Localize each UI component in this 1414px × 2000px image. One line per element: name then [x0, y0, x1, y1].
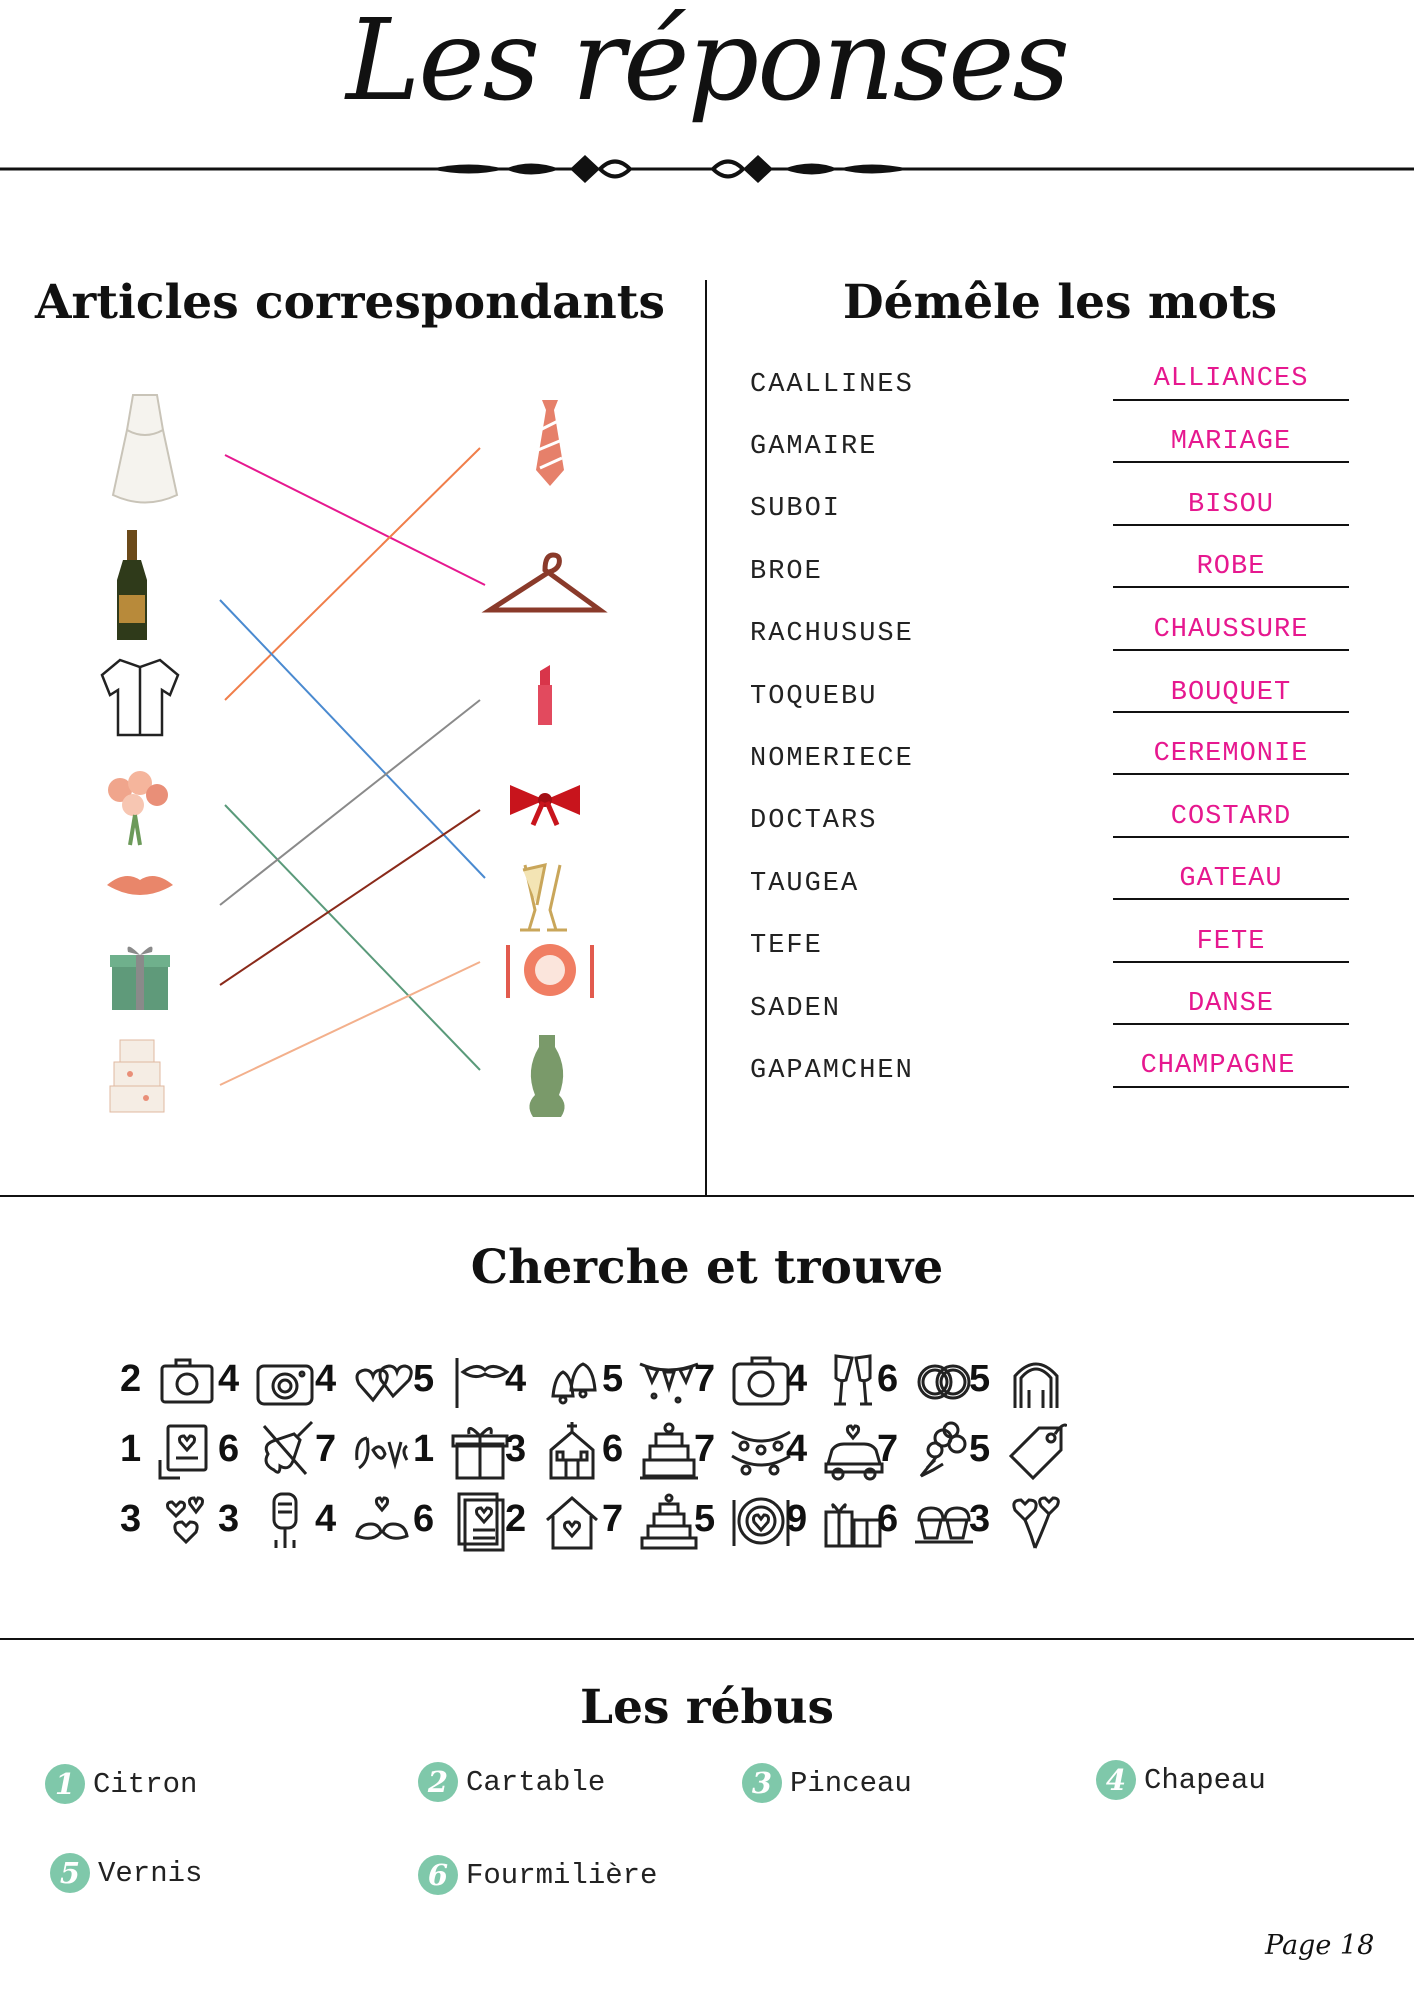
gift-boxes-icon	[822, 1490, 884, 1552]
search-item	[218, 1420, 328, 1482]
tie-icon	[536, 400, 564, 486]
search-count: 6	[218, 1428, 240, 1470]
gift-box-icon	[110, 947, 170, 1010]
rebus-heading: Les rébus	[580, 1680, 834, 1735]
answer-line	[1113, 586, 1349, 588]
scrambled-word: GAPAMCHEN	[750, 1056, 914, 1086]
search-count: 1	[413, 1428, 435, 1470]
invitation-icon	[449, 1490, 511, 1552]
search-item	[218, 1350, 328, 1412]
answer-word: ROBE	[1196, 552, 1266, 582]
answer-line	[1113, 961, 1349, 963]
wedding-cake-icon	[638, 1420, 700, 1482]
answer-line	[1113, 773, 1349, 775]
answer-word: CHAUSSURE	[1153, 615, 1309, 645]
string-lights-icon	[730, 1420, 792, 1482]
scrambled-word: NOMERIECE	[750, 744, 914, 774]
love-birds-icon	[351, 1490, 413, 1552]
rebus-number-badge: 3	[742, 1763, 782, 1803]
search-item	[969, 1350, 1079, 1412]
wedding-car-icon	[822, 1420, 884, 1482]
rebus-number-badge: 4	[1096, 1760, 1136, 1800]
search-item	[120, 1490, 230, 1552]
answer-line	[1113, 461, 1349, 463]
answer-line	[1113, 898, 1349, 900]
search-item	[505, 1350, 615, 1412]
matching-area	[60, 370, 700, 1130]
answer-word: COSTARD	[1170, 802, 1292, 832]
search-count: 3	[218, 1498, 240, 1540]
answer-word: CHAMPAGNE	[1140, 1051, 1296, 1081]
matching-heading: Articles correspondants	[35, 275, 665, 330]
search-count: 4	[218, 1358, 240, 1400]
answer-word: CEREMONIE	[1153, 739, 1309, 769]
answer-line	[1113, 649, 1349, 651]
rebus-answer: Cartable	[466, 1765, 606, 1799]
search-count: 1	[120, 1428, 142, 1470]
search-count: 9	[786, 1498, 808, 1540]
match-line	[225, 448, 480, 700]
scrambled-word: DOCTARS	[750, 806, 878, 836]
rebus-item	[45, 1764, 197, 1804]
scrambled-word: TAUGEA	[750, 869, 860, 899]
rebus-answer: Citron	[93, 1767, 198, 1801]
rebus-item	[418, 1855, 657, 1895]
match-line	[220, 962, 480, 1085]
search-count: 2	[505, 1498, 527, 1540]
search-count: 5	[602, 1358, 624, 1400]
heart-balloons-icon	[1005, 1490, 1067, 1552]
rebus-number-badge: 1	[45, 1764, 85, 1804]
arch-icon	[1005, 1350, 1067, 1412]
page-number: Page 18	[1265, 1930, 1375, 1961]
match-line	[220, 600, 485, 878]
champagne-toast-icon	[822, 1350, 884, 1412]
shirt-icon	[102, 660, 178, 735]
search-count: 5	[694, 1498, 716, 1540]
house-heart-icon	[541, 1490, 603, 1552]
answer-line	[1113, 1086, 1349, 1088]
scrambled-word: TOQUEBU	[750, 682, 878, 712]
scrambled-word: RACHUSUSE	[750, 619, 914, 649]
search-count: 6	[602, 1428, 624, 1470]
search-count: 3	[120, 1498, 142, 1540]
search-count: 3	[505, 1428, 527, 1470]
dinner-plate-icon	[730, 1490, 792, 1552]
title-ornament-rule	[0, 150, 1414, 190]
answer-word: MARIAGE	[1170, 427, 1292, 457]
rebus-answer: Chapeau	[1144, 1763, 1266, 1797]
answer-word: BISOU	[1187, 490, 1274, 520]
scrambled-word: GAMAIRE	[750, 432, 878, 462]
rebus-number-badge: 5	[50, 1853, 90, 1893]
cupcakes-icon	[913, 1490, 975, 1552]
tag-icon	[1005, 1420, 1067, 1482]
search-item	[505, 1490, 615, 1552]
lipstick-icon	[538, 665, 552, 725]
scrambled-word: CAALLINES	[750, 370, 914, 400]
search-count: 5	[969, 1358, 991, 1400]
search-count: 7	[877, 1428, 899, 1470]
vase-icon	[529, 1035, 564, 1117]
champagne-bottle-icon	[117, 530, 147, 640]
rebus-item	[418, 1762, 605, 1802]
search-count: 4	[505, 1358, 527, 1400]
rebus-answer: Fourmilière	[466, 1858, 658, 1892]
search-count: 4	[786, 1428, 808, 1470]
unscramble-heading: Démêle les mots	[842, 275, 1278, 330]
rebus-item	[1096, 1760, 1266, 1800]
search-count: 4	[786, 1358, 808, 1400]
section-divider	[0, 1638, 1414, 1640]
cake-icon	[110, 1040, 164, 1112]
answer-word: DANSE	[1187, 989, 1274, 1019]
search-count: 4	[315, 1498, 337, 1540]
red-bow-icon	[510, 785, 580, 825]
answer-word: GATEAU	[1179, 864, 1283, 894]
search-count: 5	[969, 1428, 991, 1470]
match-line	[220, 700, 480, 905]
wedding-dress-icon	[113, 395, 177, 503]
mustache-sign-icon	[449, 1350, 511, 1412]
search-item	[969, 1490, 1079, 1552]
love-sign-icon	[351, 1420, 413, 1482]
microphone-icon	[254, 1490, 316, 1552]
column-divider	[705, 280, 707, 1195]
search-item	[969, 1420, 1079, 1482]
gift-icon	[449, 1420, 511, 1482]
answer-line	[1113, 836, 1349, 838]
search-item	[315, 1490, 425, 1552]
scrambled-word: TEFE	[750, 931, 823, 961]
scrambled-word: SADEN	[750, 994, 842, 1024]
search-heading: Cherche et trouve	[470, 1240, 944, 1295]
search-item	[120, 1420, 230, 1482]
camera-icon	[156, 1350, 218, 1412]
rebus-item	[742, 1763, 912, 1803]
retro-camera-icon	[254, 1350, 316, 1412]
violin-icon	[254, 1420, 316, 1482]
search-grid	[120, 1350, 1320, 1570]
search-item	[120, 1350, 230, 1412]
search-count: 7	[694, 1358, 716, 1400]
search-count: 7	[694, 1428, 716, 1470]
match-line	[225, 455, 485, 585]
answer-word: ALLIANCES	[1153, 364, 1309, 394]
search-count: 4	[315, 1358, 337, 1400]
answer-word: BOUQUET	[1170, 678, 1292, 708]
lips-icon	[107, 876, 173, 895]
match-line	[225, 805, 480, 1070]
tiered-cake-icon	[638, 1490, 700, 1552]
match-line	[220, 810, 480, 985]
rebus-item	[50, 1853, 202, 1893]
search-count: 6	[413, 1498, 435, 1540]
answer-line	[1113, 399, 1349, 401]
bunting-icon	[638, 1350, 700, 1412]
page-title: Les réponses	[345, 0, 1069, 126]
hanger-icon	[490, 555, 600, 610]
church-icon	[541, 1420, 603, 1482]
search-count: 2	[120, 1358, 142, 1400]
search-count: 6	[877, 1498, 899, 1540]
search-item	[315, 1420, 425, 1482]
flower-bouquet-icon	[108, 771, 168, 845]
search-count: 6	[877, 1358, 899, 1400]
rebus-answer: Pinceau	[790, 1766, 912, 1800]
search-item	[218, 1490, 328, 1552]
rebus-answer: Vernis	[98, 1856, 203, 1890]
rebus-number-badge: 6	[418, 1855, 458, 1895]
answer-line	[1113, 711, 1349, 713]
search-item	[315, 1350, 425, 1412]
search-count: 7	[315, 1428, 337, 1470]
search-item	[505, 1420, 615, 1482]
table-setting-icon	[508, 944, 592, 998]
bells-icon	[541, 1350, 603, 1412]
rebus-number-badge: 2	[418, 1762, 458, 1802]
section-divider	[0, 1195, 1414, 1197]
small-hearts-icon	[156, 1490, 218, 1552]
bouquet-icon	[913, 1420, 975, 1482]
champagne-glasses-icon	[520, 865, 567, 930]
love-letter-icon	[156, 1420, 218, 1482]
search-count: 7	[602, 1498, 624, 1540]
search-count: 3	[969, 1498, 991, 1540]
answer-word: FETE	[1196, 927, 1266, 957]
search-count: 5	[413, 1358, 435, 1400]
answer-line	[1113, 524, 1349, 526]
answer-line	[1113, 1023, 1349, 1025]
photo-camera-icon	[730, 1350, 792, 1412]
rings-icon	[913, 1350, 975, 1412]
scrambled-word: SUBOI	[750, 494, 842, 524]
scrambled-word: BROE	[750, 557, 823, 587]
hearts-icon	[351, 1350, 413, 1412]
